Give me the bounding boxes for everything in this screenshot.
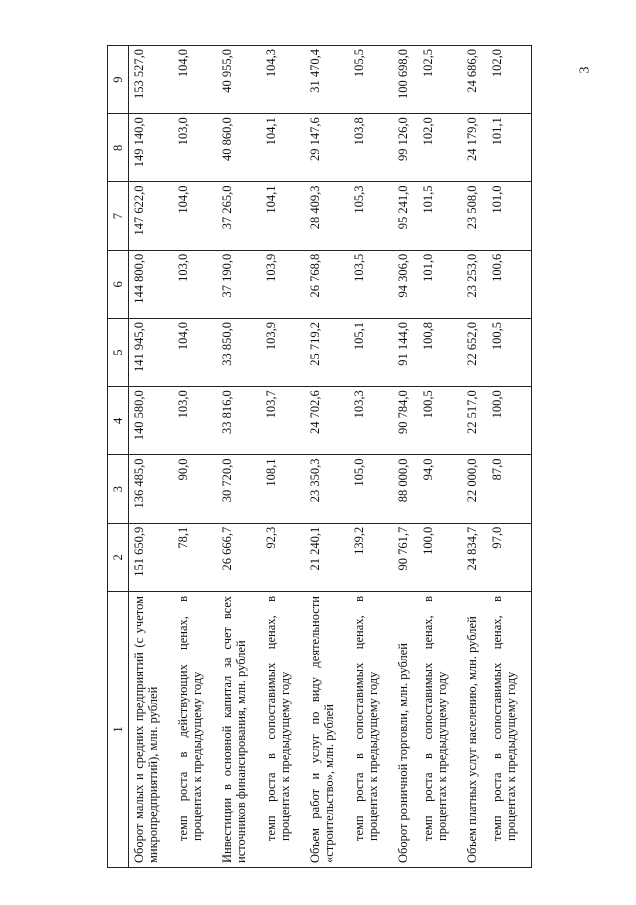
table-cell: 140 580,0 (129, 387, 174, 455)
table-cell: 24 686,0 (462, 46, 487, 114)
table-cell: 104,0 (173, 182, 217, 250)
column-header-3: 3 (108, 455, 129, 523)
table-cell: 37 265,0 (217, 182, 261, 250)
table-cell: 22 652,0 (462, 319, 487, 387)
table-cell: 26 666,7 (217, 523, 261, 591)
table-cell: 40 860,0 (217, 114, 261, 182)
table-cell: 100,8 (418, 319, 462, 387)
row-label: темп роста в сопоставимых ценах, в процентах к предыдущему году (418, 592, 462, 868)
table-cell: 100,5 (418, 387, 462, 455)
column-header-4: 4 (108, 387, 129, 455)
table-cell: 102,0 (418, 114, 462, 182)
table-cell: 104,0 (173, 319, 217, 387)
page-number: 3 (577, 66, 593, 74)
table-cell: 104,1 (261, 114, 305, 182)
table-cell: 101,0 (418, 250, 462, 318)
row-label: Оборот малых и средних предприятий (с учетом микропредприятий), млн. рублей (129, 592, 174, 868)
table-cell: 103,0 (173, 387, 217, 455)
table-cell: 31 470,4 (305, 46, 349, 114)
table-row (261, 46, 305, 868)
table-cell: 101,0 (487, 182, 532, 250)
table-cell: 139,2 (349, 523, 393, 591)
table-cell: 103,0 (173, 250, 217, 318)
table-cell: 92,3 (261, 523, 305, 591)
table-cell: 104,0 (173, 46, 217, 114)
table-cell: 90 784,0 (393, 387, 418, 455)
header-row (108, 46, 129, 868)
table-cell: 103,5 (349, 250, 393, 318)
table-cell: 103,9 (261, 250, 305, 318)
table-row (462, 46, 487, 868)
table-cell: 101,1 (487, 114, 532, 182)
row-label: Объем платных услуг населению, млн. рублей (462, 592, 487, 868)
table-cell: 103,9 (261, 319, 305, 387)
table-cell: 33 850,0 (217, 319, 261, 387)
table-cell: 37 190,0 (217, 250, 261, 318)
rotated-table-container (107, 46, 532, 868)
row-label: Инвестиции в основной капитал за счет всех источников финансирования, млн. рублей (217, 592, 261, 868)
column-header-5: 5 (108, 319, 129, 387)
table-row (173, 46, 217, 868)
table-cell: 151 650,9 (129, 523, 174, 591)
column-header-1: 1 (108, 592, 129, 868)
table-cell: 40 955,0 (217, 46, 261, 114)
table-cell: 22 517,0 (462, 387, 487, 455)
table-cell: 28 409,3 (305, 182, 349, 250)
table-row (393, 46, 418, 868)
table-cell: 95 241,0 (393, 182, 418, 250)
table-header (108, 46, 129, 868)
table-cell: 78,1 (173, 523, 217, 591)
table-cell: 153 527,0 (129, 46, 174, 114)
row-label: темп роста в сопоставимых ценах, в процентах к предыдущему году (349, 592, 393, 868)
table-row (129, 46, 174, 868)
table-cell: 149 140,0 (129, 114, 174, 182)
table-cell: 102,0 (487, 46, 532, 114)
table-cell: 26 768,8 (305, 250, 349, 318)
table-cell: 100,6 (487, 250, 532, 318)
table-cell: 23 253,0 (462, 250, 487, 318)
table-cell: 90,0 (173, 455, 217, 523)
row-label: темп роста в сопоставимых ценах, в процентах к предыдущему году (487, 592, 532, 868)
table-cell: 100 698,0 (393, 46, 418, 114)
table-cell: 88 000,0 (393, 455, 418, 523)
table-cell: 103,0 (173, 114, 217, 182)
table-cell: 22 000,0 (462, 455, 487, 523)
table-cell: 105,3 (349, 182, 393, 250)
table-cell: 102,5 (418, 46, 462, 114)
table-cell: 103,7 (261, 387, 305, 455)
table-cell: 103,8 (349, 114, 393, 182)
column-header-9: 9 (108, 46, 129, 114)
table-cell: 33 816,0 (217, 387, 261, 455)
table-cell: 103,3 (349, 387, 393, 455)
row-label: Оборот розничной торговли, млн. рублей (393, 592, 418, 868)
table-cell: 24 179,0 (462, 114, 487, 182)
table-row (349, 46, 393, 868)
table-cell: 105,0 (349, 455, 393, 523)
table-cell: 97,0 (487, 523, 532, 591)
table-cell: 99 126,0 (393, 114, 418, 182)
table-cell: 147 622,0 (129, 182, 174, 250)
table-cell: 94 306,0 (393, 250, 418, 318)
table-cell: 23 508,0 (462, 182, 487, 250)
table-cell: 108,1 (261, 455, 305, 523)
table-cell: 101,5 (418, 182, 462, 250)
row-label: темп роста в сопоставимых ценах, в процентах к предыдущему году (261, 592, 305, 868)
table-cell: 87,0 (487, 455, 532, 523)
table-row (305, 46, 349, 868)
row-label: темп роста в действующих ценах, в процентах к предыдущему году (173, 592, 217, 868)
column-header-2: 2 (108, 523, 129, 591)
table-cell: 104,3 (261, 46, 305, 114)
table-row (487, 46, 532, 868)
column-header-6: 6 (108, 250, 129, 318)
table-cell: 23 350,3 (305, 455, 349, 523)
table-cell: 94,0 (418, 455, 462, 523)
table-cell: 21 240,1 (305, 523, 349, 591)
table-cell: 90 761,7 (393, 523, 418, 591)
column-header-7: 7 (108, 182, 129, 250)
table-row (418, 46, 462, 868)
indicators-table (107, 45, 532, 868)
column-header-8: 8 (108, 114, 129, 182)
table-cell: 100,5 (487, 319, 532, 387)
table-cell: 105,1 (349, 319, 393, 387)
table-cell: 100,0 (487, 387, 532, 455)
table-cell: 25 719,2 (305, 319, 349, 387)
table-cell: 29 147,6 (305, 114, 349, 182)
table-cell: 104,1 (261, 182, 305, 250)
table-cell: 144 800,0 (129, 250, 174, 318)
table-cell: 141 945,0 (129, 319, 174, 387)
row-label: Объем работ и услуг по виду деятельности «строительство», млн. рублей (305, 592, 349, 868)
table-cell: 30 720,0 (217, 455, 261, 523)
table-body (129, 46, 532, 868)
table-cell: 91 144,0 (393, 319, 418, 387)
table-cell: 100,0 (418, 523, 462, 591)
table-cell: 105,5 (349, 46, 393, 114)
table-cell: 136 485,0 (129, 455, 174, 523)
table-cell: 24 702,6 (305, 387, 349, 455)
table-row (217, 46, 261, 868)
table-cell: 24 834,7 (462, 523, 487, 591)
